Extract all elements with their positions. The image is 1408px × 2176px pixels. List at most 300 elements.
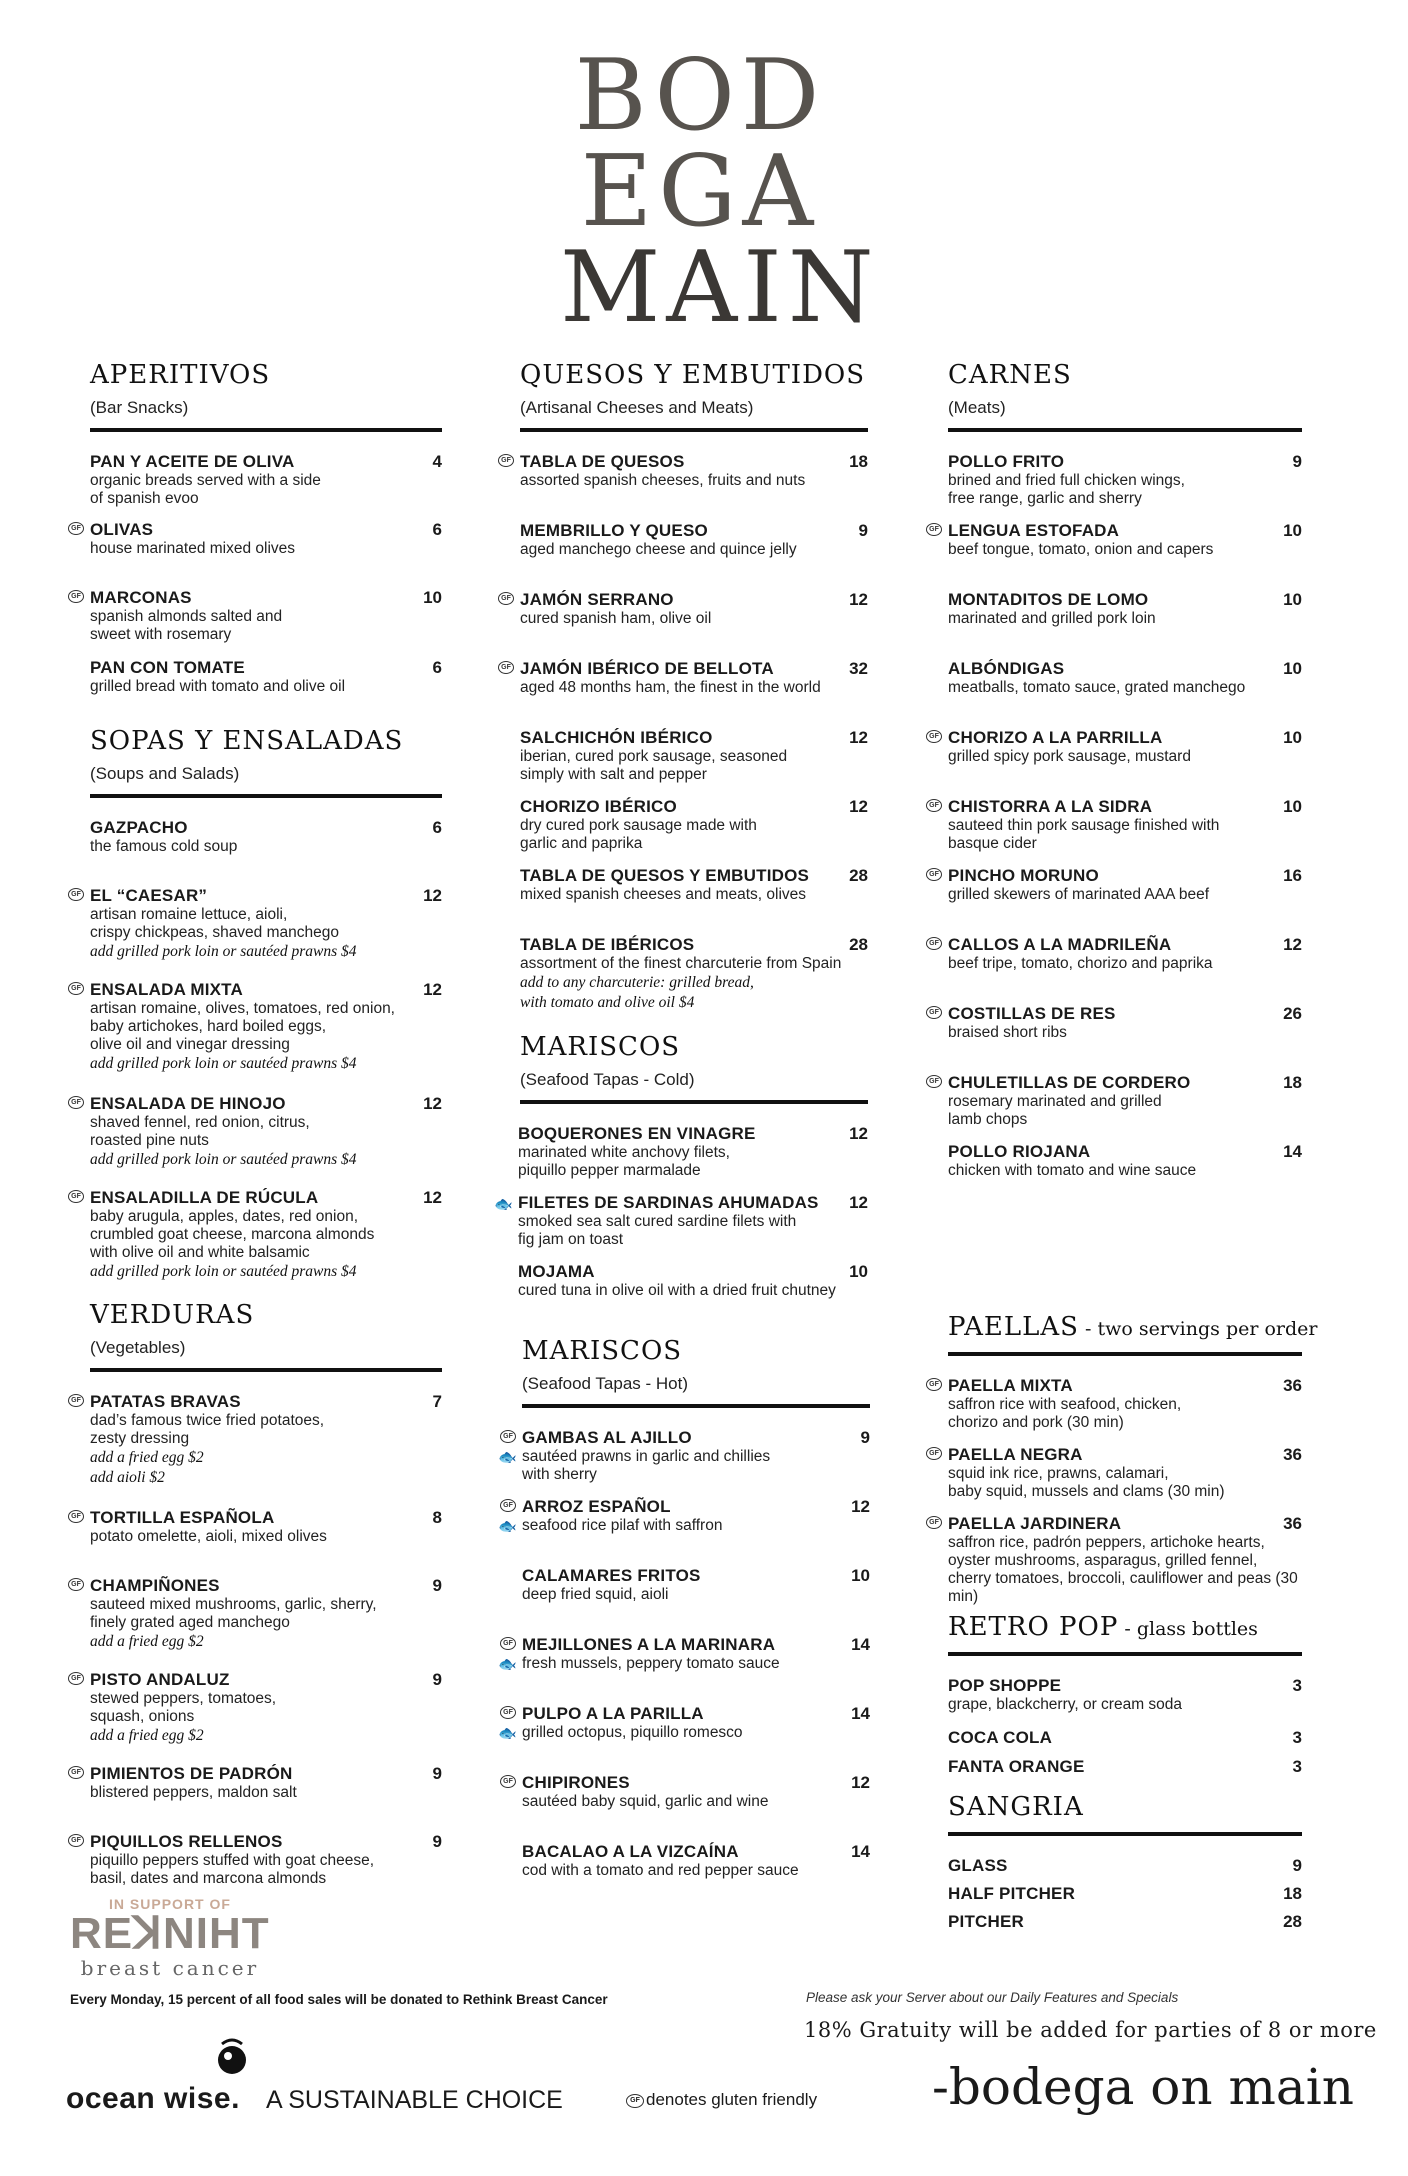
menu-item — [71, 1094, 442, 1170]
item-description: rosemary marinated and grilled — [948, 1093, 1162, 1110]
section-subtitle: (Soups and Salads) — [90, 764, 240, 783]
restaurant-logo — [560, 39, 880, 346]
section-title: SANGRIA — [948, 1792, 1084, 1822]
item-price: 10 — [1283, 590, 1302, 609]
item-price: 10 — [1283, 521, 1302, 540]
item-description: sweet with rosemary — [90, 626, 232, 643]
item-name: PITCHER — [948, 1912, 1025, 1931]
menu-item — [90, 452, 442, 508]
menu-item — [948, 1884, 1302, 1904]
item-name: CHIPIRONES — [522, 1773, 630, 1792]
gf-icon: GF — [500, 1775, 516, 1788]
gf-icon: GF — [500, 1706, 516, 1719]
menu-item — [929, 1376, 1302, 1432]
gf-icon: GF — [68, 1672, 84, 1685]
logo-line-1: BOD — [574, 39, 826, 153]
gf-icon: GF — [926, 1075, 942, 1088]
item-name: FANTA ORANGE — [948, 1757, 1085, 1776]
menu-item — [929, 1073, 1302, 1129]
item-description: finely grated aged manchego — [90, 1614, 290, 1631]
item-price: 12 — [849, 1124, 868, 1143]
item-price: 3 — [1292, 1757, 1302, 1776]
item-price: 7 — [432, 1392, 442, 1411]
retro-suffix: - glass bottles — [1118, 1618, 1258, 1640]
daily-features-note: Please ask your Server about our Daily Features and Specials — [806, 1990, 1179, 2005]
gf-icon: GF — [626, 2094, 644, 2108]
item-name: LENGUA ESTOFADA — [948, 521, 1120, 540]
item-name: GLASS — [948, 1856, 1008, 1875]
item-name: PULPO A LA PARILLA — [522, 1704, 704, 1723]
item-name: JAMÓN SERRANO — [520, 590, 674, 609]
item-price: 12 — [423, 886, 442, 905]
gf-icon: GF — [498, 661, 514, 674]
item-name: CHISTORRA A LA SIDRA — [948, 797, 1153, 816]
item-price: 10 — [849, 1262, 868, 1281]
item-name: FILETES DE SARDINAS AHUMADAS — [518, 1193, 819, 1212]
menu-item — [520, 797, 868, 853]
logo-line-2: EGA — [580, 135, 820, 250]
item-addon: add a fried egg $2 — [90, 1633, 204, 1650]
item-description: saffron rice, padrón peppers, artichoke hearts, — [948, 1534, 1265, 1551]
item-description: blistered peppers, maldon salt — [90, 1784, 297, 1801]
section-rule — [520, 1100, 868, 1104]
section-subtitle: (Vegetables) — [90, 1338, 186, 1357]
item-name: ARROZ ESPAÑOL — [522, 1497, 671, 1516]
item-name: PAN Y ACEITE DE OLIVA — [90, 452, 295, 471]
item-description: of spanish evoo — [90, 490, 199, 507]
item-description: sautéed prawns in garlic and chillies — [522, 1448, 771, 1465]
gf-icon: GF — [926, 1378, 942, 1391]
item-name: PATATAS BRAVAS — [90, 1392, 241, 1411]
menu-item — [520, 521, 868, 559]
item-price: 9 — [860, 1428, 870, 1447]
menu-item — [520, 728, 868, 784]
menu-item — [929, 728, 1302, 766]
item-description: grilled spicy pork sausage, mustard — [948, 748, 1191, 765]
menu-item — [929, 1514, 1302, 1606]
item-description: the famous cold soup — [90, 838, 238, 855]
item-name: POP SHOPPE — [948, 1676, 1062, 1695]
item-name: PISTO ANDALUZ — [90, 1670, 230, 1689]
section-paellas — [929, 1312, 1318, 1605]
section-rule — [948, 1352, 1302, 1356]
menu-item — [520, 866, 868, 904]
section-title: VERDURAS — [90, 1300, 255, 1330]
gf-icon: GF — [68, 1190, 84, 1203]
menu-item — [929, 797, 1302, 853]
retro-title: RETRO POP — [948, 1612, 1119, 1642]
section-aperitivos — [71, 360, 442, 738]
item-price: 6 — [432, 818, 442, 837]
item-addon: with tomato and olive oil $4 — [520, 994, 695, 1011]
gf-icon: GF — [68, 1510, 84, 1523]
sustainable-choice-text: A SUSTAINABLE CHOICE — [266, 2086, 563, 2114]
fish-icon: 🐟 — [494, 1196, 513, 1213]
item-name: GAZPACHO — [90, 818, 188, 837]
item-description: meatballs, tomato sauce, grated manchego — [948, 679, 1246, 696]
item-description: simply with salt and pepper — [520, 766, 707, 783]
item-description: grilled octopus, piquillo romesco — [522, 1724, 743, 1741]
gf-icon: GF — [926, 523, 942, 536]
gf-icon: GF — [68, 1834, 84, 1847]
gf-icon: GF — [926, 937, 942, 950]
item-description: piquillo pepper marmalade — [518, 1162, 701, 1179]
gf-icon: GF — [926, 730, 942, 743]
menu-item — [501, 590, 868, 628]
section-title — [948, 1312, 1318, 1342]
item-name: POLLO FRITO — [948, 452, 1065, 471]
menu-item — [71, 520, 442, 558]
menu-item — [71, 1670, 442, 1746]
section-subtitle: (Artisanal Cheeses and Meats) — [520, 398, 754, 417]
item-description: free range, garlic and sherry — [948, 490, 1142, 507]
menu-item — [522, 1566, 870, 1604]
item-name: PAELLA JARDINERA — [948, 1514, 1122, 1533]
item-description: chicken with tomato and wine sauce — [948, 1162, 1197, 1179]
rethink-support-logo — [70, 1896, 270, 1980]
item-description: basque cider — [948, 835, 1037, 852]
item-price: 36 — [1283, 1514, 1302, 1533]
item-description: beef tripe, tomato, chorizo and paprika — [948, 955, 1213, 972]
item-price: 14 — [851, 1704, 870, 1723]
menu-item — [71, 1188, 442, 1282]
item-description: grilled bread with tomato and olive oil — [90, 678, 346, 695]
ocean-wise-logo: ocean wise. — [66, 2082, 240, 2115]
section-carnes — [929, 360, 1302, 1222]
item-price: 12 — [849, 1193, 868, 1212]
item-price: 12 — [1283, 935, 1302, 954]
item-description: with olive oil and white balsamic — [90, 1244, 310, 1261]
section-verduras — [71, 1300, 442, 1912]
gf-icon: GF — [68, 1766, 84, 1779]
gf-icon: GF — [68, 1394, 84, 1407]
section-quesos — [501, 360, 868, 1015]
item-addon: add a fried egg $2 — [90, 1449, 204, 1466]
menu-item — [948, 590, 1302, 628]
item-price: 10 — [851, 1566, 870, 1585]
item-name: TABLA DE IBÉRICOS — [520, 935, 695, 954]
monday-donation-note: Every Monday, 15 percent of all food sales will be donated to Rethink Breast Cancer — [70, 1992, 608, 2007]
item-description: mixed spanish cheeses and meats, olives — [520, 886, 807, 903]
menu-item — [71, 980, 442, 1074]
item-name: PINCHO MORUNO — [948, 866, 1099, 885]
menu-item — [71, 1832, 442, 1888]
item-price: 12 — [849, 728, 868, 747]
item-description: saffron rice with seafood, chicken, — [948, 1396, 1182, 1413]
item-price: 6 — [432, 520, 442, 539]
item-name: TABLA DE QUESOS Y EMBUTIDOS — [520, 866, 810, 885]
item-addon: add grilled pork loin or sautéed prawns $4 — [90, 1151, 357, 1168]
item-name: TORTILLA ESPAÑOLA — [90, 1508, 275, 1527]
item-name: CHORIZO A LA PARRILLA — [948, 728, 1163, 747]
menu-item — [929, 1004, 1302, 1042]
item-name: ALBÓNDIGAS — [948, 659, 1065, 678]
menu-item — [501, 452, 868, 490]
item-price: 9 — [432, 1764, 442, 1783]
menu-item — [503, 1773, 870, 1811]
menu-item — [518, 1262, 868, 1300]
item-name: JAMÓN IBÉRICO DE BELLOTA — [520, 659, 774, 678]
menu-item — [948, 659, 1302, 697]
item-price: 6 — [432, 658, 442, 677]
gf-icon: GF — [500, 1637, 516, 1650]
item-description: roasted pine nuts — [90, 1132, 209, 1149]
item-name: TABLA DE QUESOS — [520, 452, 685, 471]
item-addon: add grilled pork loin or sautéed prawns $4 — [90, 1263, 357, 1280]
section-title: MARISCOS — [520, 1032, 681, 1062]
item-price: 10 — [1283, 797, 1302, 816]
item-price: 10 — [423, 588, 442, 607]
logo-line-3: MAIN — [560, 231, 880, 346]
item-name: ENSALADA DE HINOJO — [90, 1094, 286, 1113]
gratuity-note: 18% Gratuity will be added for parties of 8 or more — [804, 2018, 1377, 2042]
item-name: PAELLA NEGRA — [948, 1445, 1083, 1464]
item-price: 9 — [858, 521, 868, 540]
item-description: iberian, cured pork sausage, seasoned — [520, 748, 788, 765]
item-name: CALAMARES FRITOS — [522, 1566, 701, 1585]
item-price: 16 — [1283, 866, 1302, 885]
item-price: 9 — [1292, 1856, 1302, 1875]
menu-item — [498, 1635, 870, 1673]
item-description: cured spanish ham, olive oil — [520, 610, 712, 627]
section-rule — [90, 428, 442, 432]
section-sopas — [71, 726, 442, 1280]
item-price: 3 — [1292, 1676, 1302, 1695]
item-price: 9 — [432, 1670, 442, 1689]
item-name: COCA COLA — [948, 1728, 1053, 1747]
gf-icon: GF — [68, 888, 84, 901]
item-addon: add aioli $2 — [90, 1469, 165, 1486]
menu-item — [90, 658, 442, 696]
menu-item — [948, 1142, 1302, 1180]
item-name: CALLOS A LA MADRILEÑA — [948, 935, 1172, 954]
item-price: 10 — [1283, 728, 1302, 747]
rethink-wordmark: REꓘNIHT — [70, 1909, 270, 1958]
item-price: 18 — [849, 452, 868, 471]
item-price: 10 — [1283, 659, 1302, 678]
section-subtitle: (Meats) — [948, 398, 1006, 417]
paellas-suffix: - two servings per order — [1078, 1318, 1318, 1340]
item-description: aged 48 months ham, the finest in the world — [520, 679, 821, 696]
item-name: BOQUERONES EN VINAGRE — [518, 1124, 756, 1143]
gf-icon: GF — [926, 1447, 942, 1460]
item-description: sautéed baby squid, garlic and wine — [522, 1793, 769, 1810]
section-rule — [520, 428, 868, 432]
item-price: 32 — [849, 659, 868, 678]
item-description: cherry tomatoes, broccoli, cauliflower and peas (30 min) — [948, 1570, 1298, 1605]
item-description: zesty dressing — [90, 1430, 190, 1447]
item-price: 12 — [423, 1094, 442, 1113]
item-price: 12 — [851, 1773, 870, 1792]
item-price: 36 — [1283, 1376, 1302, 1395]
item-description: basil, dates and marcona almonds — [90, 1870, 327, 1887]
section-title — [948, 1612, 1302, 1642]
item-description: aged manchego cheese and quince jelly — [520, 541, 797, 558]
item-price: 36 — [1283, 1445, 1302, 1464]
item-addon: add a fried egg $2 — [90, 1727, 204, 1744]
item-name: SALCHICHÓN IBÉRICO — [520, 728, 713, 747]
item-name: ENSALADA MIXTA — [90, 980, 243, 999]
fish-icon: 🐟 — [498, 1656, 517, 1673]
item-description: fresh mussels, peppery tomato sauce — [522, 1655, 780, 1672]
item-description: brined and fried full chicken wings, — [948, 472, 1185, 489]
item-price: 12 — [423, 980, 442, 999]
item-name: MONTADITOS DE LOMO — [948, 590, 1149, 609]
item-name: CHORIZO IBÉRICO — [520, 797, 677, 816]
item-price: 8 — [432, 1508, 442, 1527]
item-description: chorizo and pork (30 min) — [948, 1414, 1124, 1431]
section-rule — [90, 1368, 442, 1372]
menu-item — [71, 1576, 442, 1652]
menu-item — [948, 1912, 1302, 1932]
item-description: spanish almonds salted and — [90, 608, 283, 625]
item-description: crispy chickpeas, shaved manchego — [90, 924, 339, 941]
section-sangria — [948, 1792, 1302, 1992]
item-description: squash, onions — [90, 1708, 195, 1725]
item-price: 14 — [851, 1635, 870, 1654]
item-price: 28 — [1283, 1912, 1302, 1931]
item-description: seafood rice pilaf with saffron — [522, 1517, 723, 1534]
menu-item — [71, 1764, 442, 1802]
item-name: PIMIENTOS DE PADRÓN — [90, 1764, 293, 1783]
gf-icon: GF — [498, 592, 514, 605]
section-title: MARISCOS — [522, 1336, 683, 1366]
menu-item — [929, 935, 1302, 973]
item-price: 18 — [1283, 1884, 1302, 1903]
section-rule — [948, 1832, 1302, 1836]
item-description: sauteed thin pork sausage finished with — [948, 817, 1220, 834]
item-name: GAMBAS AL AJILLO — [522, 1428, 692, 1447]
section-mariscos-cold — [494, 1032, 868, 1342]
item-description: assortment of the finest charcuterie from Spain — [520, 955, 842, 972]
item-description: potato omelette, aioli, mixed olives — [90, 1528, 327, 1545]
item-description: olive oil and vinegar dressing — [90, 1036, 290, 1053]
item-description: deep fried squid, aioli — [522, 1586, 669, 1603]
menu-item — [90, 818, 442, 856]
menu-item — [522, 1842, 870, 1880]
item-name: CHULETILLAS DE CORDERO — [948, 1073, 1191, 1092]
fish-icon: 🐟 — [498, 1449, 517, 1466]
gf-icon: GF — [68, 1578, 84, 1591]
item-name: MARCONAS — [90, 588, 192, 607]
fish-icon: 🐟 — [498, 1518, 517, 1535]
item-price: 4 — [432, 452, 442, 471]
item-description: artisan romaine, olives, tomatoes, red onion, — [90, 1000, 395, 1017]
item-price: 14 — [1283, 1142, 1302, 1161]
item-name: PIQUILLOS RELLENOS — [90, 1832, 283, 1851]
item-name: EL “CAESAR” — [90, 886, 208, 905]
item-price: 28 — [849, 866, 868, 885]
item-price: 12 — [849, 797, 868, 816]
item-description: lamb chops — [948, 1111, 1028, 1128]
item-description: garlic and paprika — [520, 835, 643, 852]
section-rule — [948, 1652, 1302, 1656]
item-price: 9 — [1292, 452, 1302, 471]
item-price: 12 — [423, 1188, 442, 1207]
item-addon: add to any charcuterie: grilled bread, — [520, 974, 754, 991]
item-price: 3 — [1292, 1728, 1302, 1747]
item-addon: add grilled pork loin or sautéed prawns $4 — [90, 943, 357, 960]
item-name: MEJILLONES A LA MARINARA — [522, 1635, 776, 1654]
menu-item — [71, 886, 442, 962]
menu-item — [494, 1193, 868, 1249]
gluten-friendly-legend: denotes gluten friendly — [646, 2090, 818, 2109]
section-subtitle: (Seafood Tapas - Cold) — [520, 1070, 695, 1089]
item-description: baby artichokes, hard boiled eggs, — [90, 1018, 327, 1035]
item-name: HALF PITCHER — [948, 1884, 1076, 1903]
item-description: sauteed mixed mushrooms, garlic, sherry, — [90, 1596, 377, 1613]
menu-item — [71, 1508, 442, 1546]
item-price: 26 — [1283, 1004, 1302, 1023]
item-description: braised short ribs — [948, 1024, 1067, 1041]
gf-icon: GF — [926, 799, 942, 812]
breast-cancer-text: breast cancer — [80, 1956, 260, 1980]
item-description: dry cured pork sausage made with — [520, 817, 757, 834]
item-name: BACALAO A LA VIZCAÍNA — [522, 1842, 739, 1861]
item-description: dad’s famous twice fried potatoes, — [90, 1412, 325, 1429]
menu-item — [71, 588, 442, 644]
item-name: COSTILLAS DE RES — [948, 1004, 1116, 1023]
section-title: SOPAS Y ENSALADAS — [90, 726, 404, 756]
item-description: marinated white anchovy filets, — [518, 1144, 730, 1161]
gf-icon: GF — [68, 1096, 84, 1109]
section-subtitle: (Seafood Tapas - Hot) — [522, 1374, 688, 1393]
item-name: PAELLA MIXTA — [948, 1376, 1073, 1395]
item-price: 9 — [432, 1576, 442, 1595]
gf-icon: GF — [68, 522, 84, 535]
menu-item — [948, 452, 1302, 508]
menu-item — [71, 1392, 442, 1488]
section-rule — [948, 428, 1302, 432]
item-description: fig jam on toast — [518, 1231, 624, 1248]
fish-icon: 🐟 — [498, 1725, 517, 1742]
menu-item — [948, 1856, 1302, 1876]
item-description: artisan romaine lettuce, aioli, — [90, 906, 288, 923]
bodega-signature: -bodega on main — [932, 2058, 1354, 2116]
item-price: 12 — [851, 1497, 870, 1516]
menu-item — [929, 866, 1302, 904]
menu-item — [948, 1757, 1302, 1777]
menu-item — [948, 1676, 1302, 1714]
menu-item — [498, 1704, 870, 1742]
item-description: shaved fennel, red onion, citrus, — [90, 1114, 310, 1131]
item-name: MOJAMA — [518, 1262, 595, 1281]
item-description: beef tongue, tomato, onion and capers — [948, 541, 1214, 558]
menu-item — [520, 935, 868, 1013]
item-name: POLLO RIOJANA — [948, 1142, 1091, 1161]
item-description: house marinated mixed olives — [90, 540, 296, 557]
item-name: PAN CON TOMATE — [90, 658, 245, 677]
section-title: CARNES — [948, 360, 1072, 390]
item-description: grape, blackcherry, or cream soda — [948, 1696, 1183, 1713]
item-price: 28 — [849, 935, 868, 954]
gf-icon: GF — [500, 1430, 516, 1443]
item-name: ENSALADILLA DE RÚCULA — [90, 1188, 319, 1207]
section-rule — [90, 794, 442, 798]
section-title: APERITIVOS — [90, 360, 271, 390]
item-price: 12 — [849, 590, 868, 609]
gf-icon: GF — [926, 1006, 942, 1019]
gf-icon: GF — [926, 1516, 942, 1529]
menu-item — [498, 1497, 870, 1535]
item-name: MEMBRILLO Y QUESO — [520, 521, 708, 540]
gf-icon: GF — [498, 454, 514, 467]
item-description: oyster mushrooms, asparagus, grilled fennel, — [948, 1552, 1258, 1569]
item-description: stewed peppers, tomatoes, — [90, 1690, 277, 1707]
item-addon: add grilled pork loin or sautéed prawns $4 — [90, 1055, 357, 1072]
gf-icon: GF — [926, 868, 942, 881]
item-description: piquillo peppers stuffed with goat cheese, — [90, 1852, 375, 1869]
